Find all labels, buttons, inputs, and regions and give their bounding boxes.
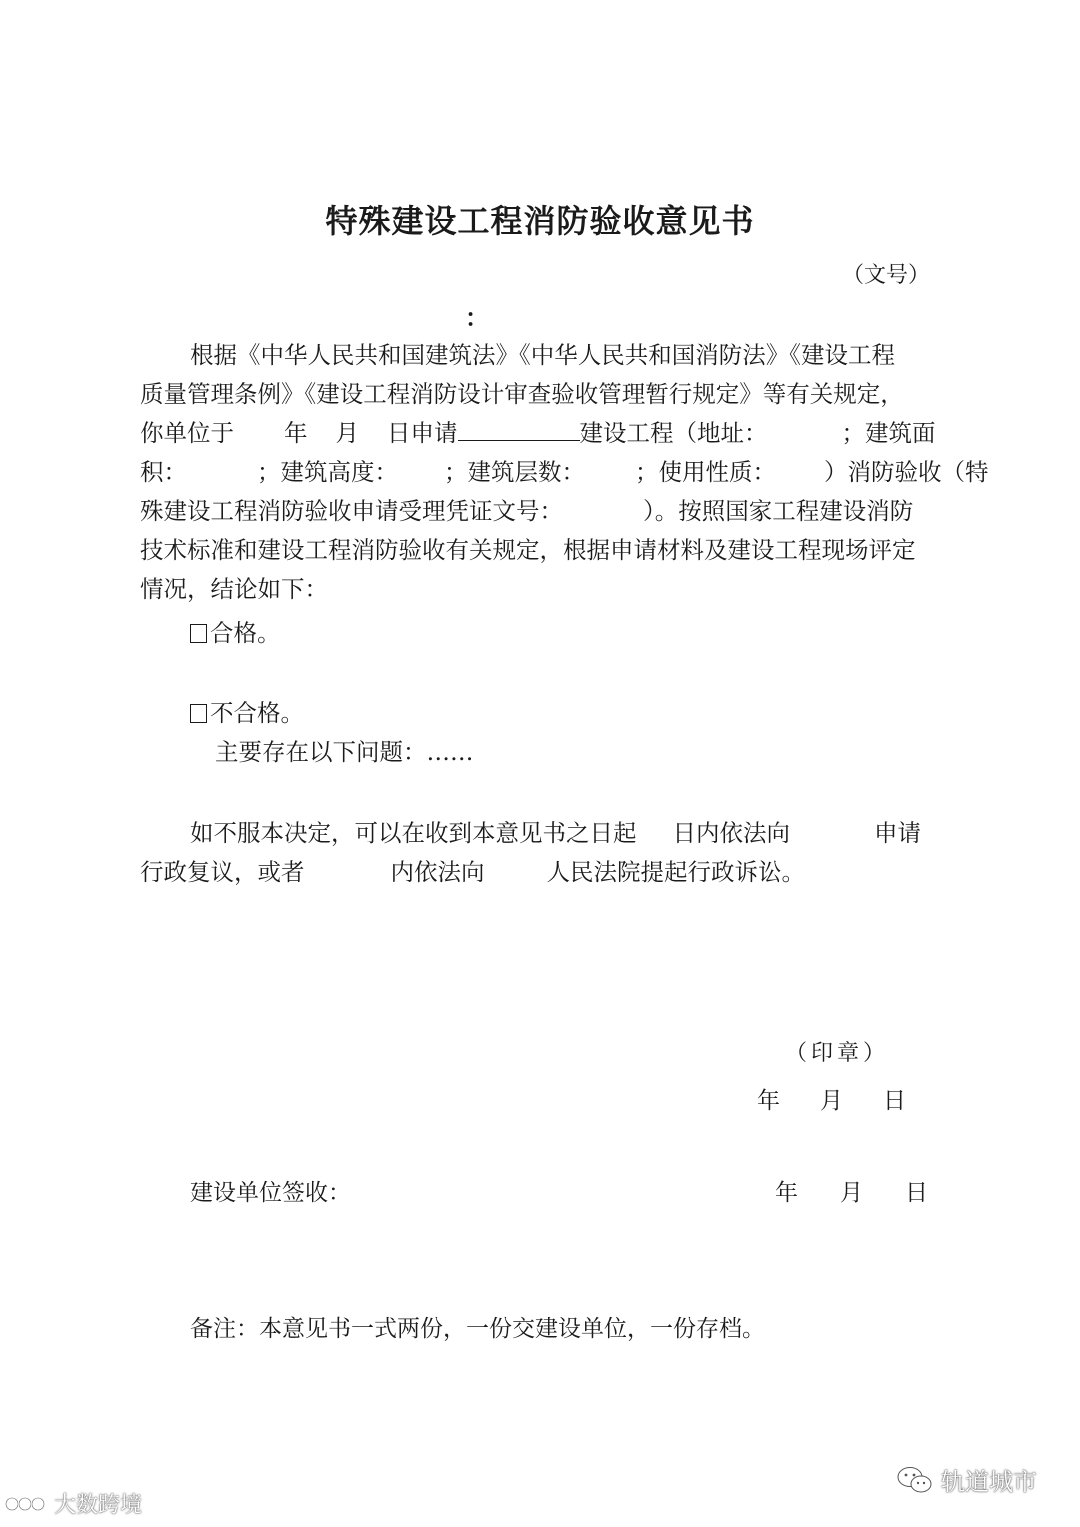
- body-line-1: 根据《中华人民共和国建筑法》《中华人民共和国消防法》《建设工程: [190, 341, 895, 369]
- document-title: 特殊建设工程消防验收意见书: [325, 202, 755, 240]
- watermark-left: [4, 1488, 142, 1519]
- watermark-right-text: 轨道城市: [941, 1468, 1037, 1496]
- usage-nature-label: ；使用性质：: [635, 458, 776, 486]
- pass-label: 合格。: [210, 619, 281, 647]
- body-line-5: 殊建设工程消防验收申请受理凭证文号： ）。按照国家工程建设消防: [140, 497, 914, 525]
- applicant-text: 你单位于: [140, 419, 234, 447]
- body-line-4: 积： ；建筑高度： ；建筑层数： ；使用性质： ）消防验收（特: [140, 458, 989, 486]
- appeal-line-1: 如不服本决定，可以在收到本意见书之日起 日内依法向 申请: [190, 819, 921, 847]
- project-address-label: 建设工程（地址：: [579, 419, 768, 447]
- fail-checkbox[interactable]: [190, 704, 207, 723]
- remark-note: 备注：本意见书一式两份，一份交建设单位，一份存档。: [190, 1316, 765, 1342]
- sign-date: 年 月 日: [775, 1180, 928, 1206]
- project-name-blank: [458, 416, 580, 441]
- addressee-colon: ：: [465, 303, 489, 332]
- building-area-label: ；建筑面: [841, 419, 936, 447]
- document-number-label: （文号）: [841, 263, 930, 288]
- building-height-label: ；建筑高度：: [257, 458, 398, 486]
- day-apply-label: 日申请: [387, 419, 458, 447]
- option-pass[interactable]: [190, 614, 281, 652]
- signature-label: 建设单位签收：: [190, 1180, 351, 1206]
- appeal-line-2: 行政复议，或者 内依法向 人民法院提起行政诉讼。: [140, 858, 805, 886]
- issue-date: 年 月 日: [757, 1088, 906, 1114]
- watermark-right: [895, 1462, 1037, 1497]
- year-label: 年: [284, 419, 308, 447]
- body-line-2: 质量管理条例》《建设工程消防设计审查验收管理暂行规定》等有关规定，: [140, 380, 904, 408]
- pass-checkbox[interactable]: [190, 624, 207, 643]
- body-line-6: 技术标准和建设工程消防验收有关规定，根据申请材料及建设工程现场评定: [140, 536, 916, 564]
- watermark-left-text: 大数跨境: [54, 1493, 143, 1518]
- body-line-3: [140, 414, 936, 452]
- fail-label: 不合格。: [210, 699, 304, 727]
- month-label: 月: [335, 419, 359, 447]
- stamp-placeholder: （印章）: [785, 1041, 890, 1066]
- building-floors-label: ；建筑层数：: [444, 458, 585, 486]
- weibo-logo-icon: [4, 1492, 50, 1516]
- wechat-icon: [895, 1465, 935, 1495]
- receipt-number-label: 殊建设工程消防验收申请受理凭证文号：: [140, 497, 563, 525]
- option-fail[interactable]: [190, 694, 304, 732]
- issues-line: 主要存在以下问题：……: [215, 738, 474, 766]
- body-line-7: 情况，结论如下：: [140, 575, 328, 603]
